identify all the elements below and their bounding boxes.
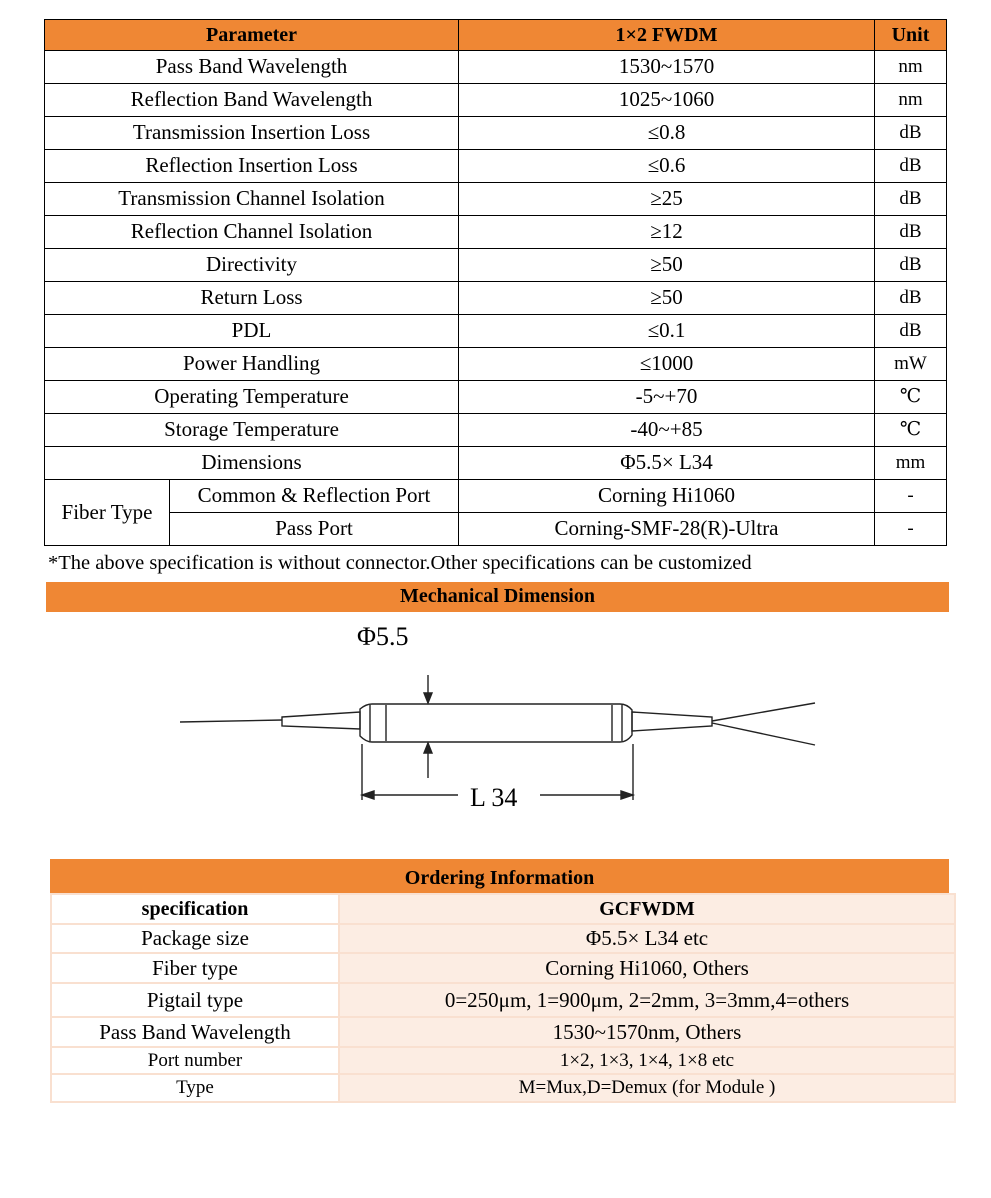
ordering-value-cell: M=Mux,D=Demux (for Module ) <box>339 1074 955 1102</box>
table-row <box>45 117 947 150</box>
table-row <box>45 282 947 315</box>
ordering-information-header: Ordering Information <box>50 859 949 893</box>
fiber-type-label: Fiber Type <box>45 480 170 546</box>
table-row <box>45 348 947 381</box>
parameter-cell: Dimensions <box>45 447 459 480</box>
table-row <box>45 216 947 249</box>
value-cell: ≥50 <box>459 282 875 315</box>
diameter-label: Φ5.5 <box>357 622 409 651</box>
value-cell: ≥25 <box>459 183 875 216</box>
length-label: L 34 <box>470 783 518 812</box>
value-cell: ≤0.8 <box>459 117 875 150</box>
output-fiber-top <box>712 703 815 721</box>
value-cell: Φ5.5× L34 <box>459 447 875 480</box>
unit-cell: dB <box>875 117 947 150</box>
header-model: 1×2 FWDM <box>459 20 875 51</box>
parameter-cell: Reflection Band Wavelength <box>45 84 459 117</box>
unit-cell: dB <box>875 150 947 183</box>
value-cell: 1025~1060 <box>459 84 875 117</box>
parameter-cell: Return Loss <box>45 282 459 315</box>
value-cell: ≤1000 <box>459 348 875 381</box>
value-cell: ≥12 <box>459 216 875 249</box>
parameter-cell: PDL <box>45 315 459 348</box>
unit-cell: - <box>875 513 947 546</box>
table-row <box>51 953 955 983</box>
table-row <box>45 84 947 117</box>
ordering-value-cell: 1530~1570nm, Others <box>339 1017 955 1047</box>
spec-note: *The above specification is without connector.Other specifications can be customized <box>48 552 752 574</box>
ordering-label-cell: Fiber type <box>51 953 339 983</box>
unit-cell: nm <box>875 51 947 84</box>
table-row <box>45 51 947 84</box>
unit-cell: dB <box>875 216 947 249</box>
ordering-value-cell: Φ5.5× L34 etc <box>339 924 955 953</box>
value-cell: -40~+85 <box>459 414 875 447</box>
ordering-table <box>50 893 956 1103</box>
parameter-cell: Transmission Channel Isolation <box>45 183 459 216</box>
ordering-label-cell: Package size <box>51 924 339 953</box>
value-cell: ≤0.1 <box>459 315 875 348</box>
value-cell: -5~+70 <box>459 381 875 414</box>
ordering-label-cell: Port number <box>51 1047 339 1074</box>
ordering-label-cell: Pigtail type <box>51 983 339 1017</box>
table-row <box>51 1074 955 1102</box>
ordering-value-cell: 1×2, 1×3, 1×4, 1×8 etc <box>339 1047 955 1074</box>
unit-cell: mW <box>875 348 947 381</box>
spec-table <box>44 19 947 546</box>
table-row <box>45 315 947 348</box>
parameter-cell: Pass Band Wavelength <box>45 51 459 84</box>
table-row <box>45 381 947 414</box>
table-row <box>45 150 947 183</box>
ordering-value-cell: 0=250μm, 1=900μm, 2=2mm, 3=3mm,4=others <box>339 983 955 1017</box>
value-cell: 1530~1570 <box>459 51 875 84</box>
table-row <box>51 1017 955 1047</box>
unit-cell: ℃ <box>875 381 947 414</box>
table-row <box>45 414 947 447</box>
header-unit: Unit <box>875 20 947 51</box>
unit-cell: mm <box>875 447 947 480</box>
length-arrowhead-left <box>362 791 374 799</box>
ordering-label-cell: Type <box>51 1074 339 1102</box>
table-row <box>51 924 955 953</box>
fiber-type-row <box>45 480 947 513</box>
right-boot <box>632 712 712 731</box>
spec-header-row <box>45 20 947 51</box>
table-row <box>51 983 955 1017</box>
mechanical-dimension-header: Mechanical Dimension <box>46 582 949 612</box>
unit-cell: ℃ <box>875 414 947 447</box>
port-cell: Pass Port <box>170 513 459 546</box>
ordering-label-cell: specification <box>51 894 339 924</box>
parameter-cell: Operating Temperature <box>45 381 459 414</box>
parameter-cell: Reflection Insertion Loss <box>45 150 459 183</box>
ordering-header-row <box>51 894 955 924</box>
unit-cell: - <box>875 480 947 513</box>
ordering-value-cell: Corning Hi1060, Others <box>339 953 955 983</box>
parameter-cell: Reflection Channel Isolation <box>45 216 459 249</box>
unit-cell: dB <box>875 282 947 315</box>
table-row <box>45 447 947 480</box>
length-arrowhead-right <box>621 791 633 799</box>
device-body <box>360 704 632 742</box>
diameter-arrowhead-top <box>424 693 432 703</box>
ordering-value-cell: GCFWDM <box>339 894 955 924</box>
input-fiber <box>180 720 282 722</box>
unit-cell: dB <box>875 183 947 216</box>
parameter-cell: Storage Temperature <box>45 414 459 447</box>
value-cell: Corning-SMF-28(R)-Ultra <box>459 513 875 546</box>
diameter-arrowhead-bottom <box>424 743 432 753</box>
fiber-type-row <box>45 513 947 546</box>
unit-cell: nm <box>875 84 947 117</box>
table-row <box>45 183 947 216</box>
ordering-label-cell: Pass Band Wavelength <box>51 1017 339 1047</box>
header-parameter: Parameter <box>45 20 459 51</box>
value-cell: ≥50 <box>459 249 875 282</box>
parameter-cell: Directivity <box>45 249 459 282</box>
unit-cell: dB <box>875 249 947 282</box>
parameter-cell: Transmission Insertion Loss <box>45 117 459 150</box>
left-boot <box>282 712 360 729</box>
table-row <box>45 249 947 282</box>
table-row <box>51 1047 955 1074</box>
value-cell: Corning Hi1060 <box>459 480 875 513</box>
parameter-cell: Power Handling <box>45 348 459 381</box>
unit-cell: dB <box>875 315 947 348</box>
value-cell: ≤0.6 <box>459 150 875 183</box>
output-fiber-bottom <box>712 723 815 745</box>
port-cell: Common & Reflection Port <box>170 480 459 513</box>
